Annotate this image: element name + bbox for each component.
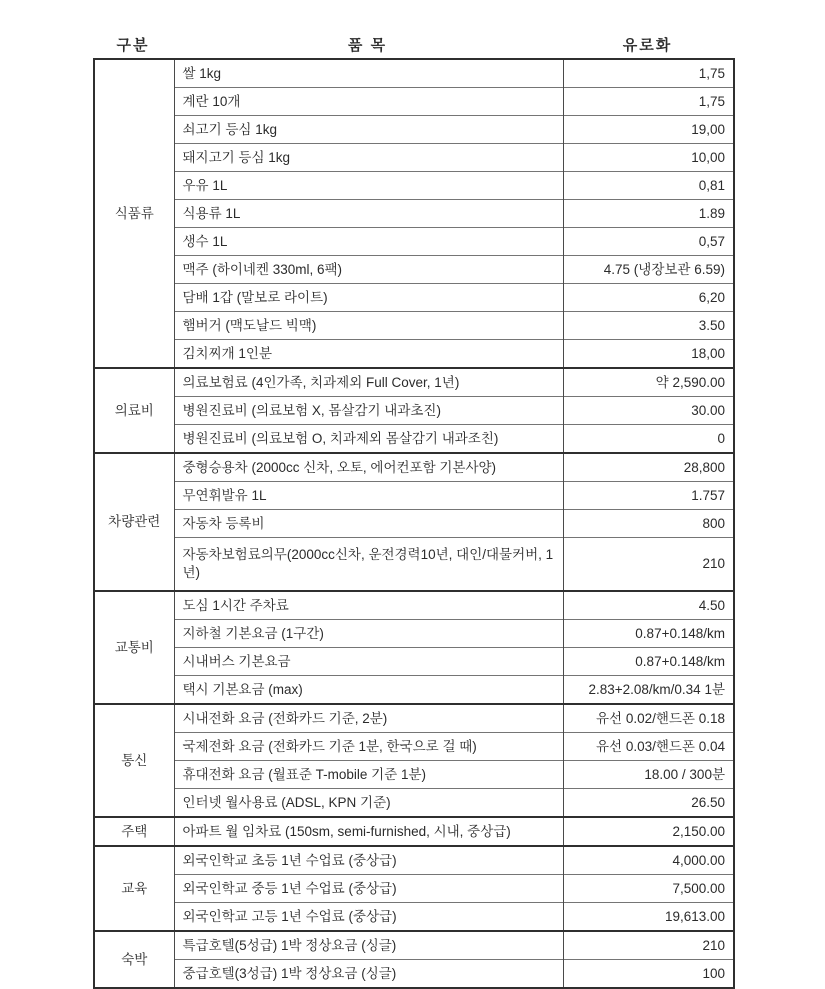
item-cell: 병원진료비 (의료보험 O, 치과제외 몸살감기 내과조친) <box>174 425 563 454</box>
table-row <box>94 397 734 425</box>
item-cell: 휴대전화 요금 (월표준 T-mobile 기준 1분) <box>174 761 563 789</box>
table-row <box>94 591 734 620</box>
column-header-category: 구분 <box>116 36 150 54</box>
table-row <box>94 453 734 482</box>
table-row <box>94 284 734 312</box>
price-table-body <box>94 59 734 988</box>
value-cell: 30.00 <box>563 397 734 425</box>
value-cell: 약 2,590.00 <box>563 368 734 397</box>
value-cell: 4,000.00 <box>563 846 734 875</box>
value-cell: 10,00 <box>563 144 734 172</box>
item-cell: 자동차보험료의무(2000cc신차, 운전경력10년, 대인/대물커버, 1년) <box>174 538 563 592</box>
category-cell: 식품류 <box>94 59 174 368</box>
table-row <box>94 846 734 875</box>
value-cell: 18.00 / 300분 <box>563 761 734 789</box>
value-cell: 26.50 <box>563 789 734 818</box>
item-cell: 인터넷 월사용료 (ADSL, KPN 기준) <box>174 789 563 818</box>
value-cell: 28,800 <box>563 453 734 482</box>
table-row <box>94 340 734 369</box>
item-cell: 쌀 1kg <box>174 59 563 88</box>
category-cell: 숙박 <box>94 931 174 988</box>
value-cell: 18,00 <box>563 340 734 369</box>
value-cell: 19,613.00 <box>563 903 734 932</box>
table-row <box>94 648 734 676</box>
table-row <box>94 116 734 144</box>
item-cell: 중형승용차 (2000cc 신차, 오토, 에어컨포함 기본사양) <box>174 453 563 482</box>
table-row <box>94 59 734 88</box>
table-row <box>94 960 734 989</box>
item-cell: 국제전화 요금 (전화카드 기준 1분, 한국으로 걸 때) <box>174 733 563 761</box>
item-cell: 계란 10개 <box>174 88 563 116</box>
category-cell: 차량관련 <box>94 453 174 591</box>
table-row <box>94 817 734 846</box>
table-row <box>94 704 734 733</box>
column-header-currency: 유로화 <box>622 36 673 54</box>
table-row <box>94 510 734 538</box>
table-row <box>94 620 734 648</box>
value-cell: 0 <box>563 425 734 454</box>
value-cell: 4.50 <box>563 591 734 620</box>
table-row <box>94 88 734 116</box>
table-row <box>94 200 734 228</box>
table-row <box>94 172 734 200</box>
table-row <box>94 368 734 397</box>
table-row <box>94 789 734 818</box>
price-table <box>93 58 735 989</box>
value-cell: 210 <box>563 538 734 592</box>
table-row <box>94 761 734 789</box>
category-cell: 통신 <box>94 704 174 817</box>
item-cell: 시내전화 요금 (전화카드 기준, 2분) <box>174 704 563 733</box>
category-cell: 교육 <box>94 846 174 931</box>
item-cell: 병원진료비 (의료보험 X, 몸살감기 내과초진) <box>174 397 563 425</box>
category-cell: 의료비 <box>94 368 174 453</box>
value-cell: 0,57 <box>563 228 734 256</box>
table-row <box>94 931 734 960</box>
column-header-item: 품 목 <box>347 36 388 54</box>
item-cell: 맥주 (하이네켄 330ml, 6팩) <box>174 256 563 284</box>
item-cell: 외국인학교 초등 1년 수업료 (중상급) <box>174 846 563 875</box>
value-cell: 100 <box>563 960 734 989</box>
value-cell: 유선 0.03/핸드폰 0.04 <box>563 733 734 761</box>
value-cell: 1.757 <box>563 482 734 510</box>
item-cell: 외국인학교 중등 1년 수업료 (중상급) <box>174 875 563 903</box>
table-row <box>94 875 734 903</box>
table-row <box>94 482 734 510</box>
item-cell: 도심 1시간 주차료 <box>174 591 563 620</box>
item-cell: 특급호텔(5성급) 1박 정상요금 (싱글) <box>174 931 563 960</box>
item-cell: 담배 1갑 (말보로 라이트) <box>174 284 563 312</box>
table-row <box>94 312 734 340</box>
value-cell: 0,81 <box>563 172 734 200</box>
item-cell: 우유 1L <box>174 172 563 200</box>
table-row <box>94 733 734 761</box>
item-cell: 햄버거 (맥도날드 빅맥) <box>174 312 563 340</box>
item-cell: 쇠고기 등심 1kg <box>174 116 563 144</box>
value-cell: 1.89 <box>563 200 734 228</box>
category-cell: 교통비 <box>94 591 174 704</box>
item-cell: 아파트 월 임차료 (150sm, semi-furnished, 시내, 중상급) <box>174 817 563 846</box>
item-cell: 의료보험료 (4인가족, 치과제외 Full Cover, 1년) <box>174 368 563 397</box>
table-column-headers <box>93 32 733 56</box>
item-cell: 중급호텔(3성급) 1박 정상요금 (싱글) <box>174 960 563 989</box>
value-cell: 1,75 <box>563 88 734 116</box>
value-cell: 2.83+2.08/km/0.34 1분 <box>563 676 734 705</box>
value-cell: 210 <box>563 931 734 960</box>
value-cell: 유선 0.02/핸드폰 0.18 <box>563 704 734 733</box>
value-cell: 19,00 <box>563 116 734 144</box>
value-cell: 3.50 <box>563 312 734 340</box>
table-row <box>94 538 734 592</box>
value-cell: 0.87+0.148/km <box>563 620 734 648</box>
value-cell: 6,20 <box>563 284 734 312</box>
item-cell: 식용류 1L <box>174 200 563 228</box>
table-row <box>94 144 734 172</box>
value-cell: 2,150.00 <box>563 817 734 846</box>
table-row <box>94 676 734 705</box>
item-cell: 김치찌개 1인분 <box>174 340 563 369</box>
item-cell: 시내버스 기본요금 <box>174 648 563 676</box>
value-cell: 0.87+0.148/km <box>563 648 734 676</box>
item-cell: 지하철 기본요금 (1구간) <box>174 620 563 648</box>
table-row <box>94 425 734 454</box>
value-cell: 800 <box>563 510 734 538</box>
item-cell: 택시 기본요금 (max) <box>174 676 563 705</box>
item-cell: 무연휘발유 1L <box>174 482 563 510</box>
item-cell: 자동차 등록비 <box>174 510 563 538</box>
category-cell: 주택 <box>94 817 174 846</box>
value-cell: 4.75 (냉장보관 6.59) <box>563 256 734 284</box>
item-cell: 외국인학교 고등 1년 수업료 (중상급) <box>174 903 563 932</box>
value-cell: 7,500.00 <box>563 875 734 903</box>
table-row <box>94 256 734 284</box>
value-cell: 1,75 <box>698 65 725 81</box>
item-cell: 생수 1L <box>174 228 563 256</box>
item-cell: 돼지고기 등심 1kg <box>174 144 563 172</box>
table-row <box>94 228 734 256</box>
table-row <box>94 903 734 932</box>
